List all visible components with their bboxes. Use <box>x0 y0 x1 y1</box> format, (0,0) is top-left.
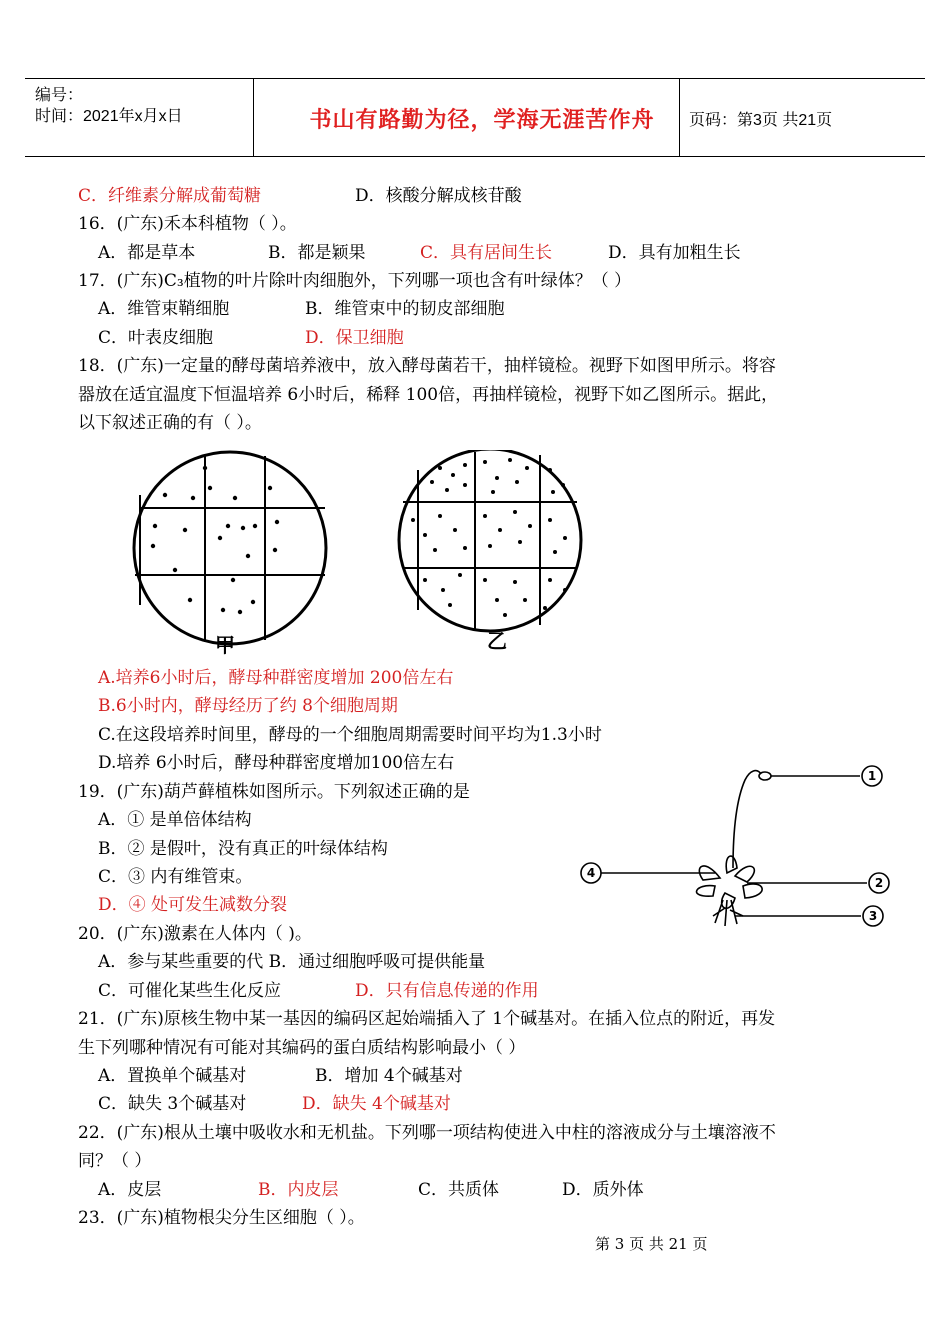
field-yi <box>399 450 581 631</box>
figure-label-jia: 甲 <box>215 633 235 657</box>
option-text: A．维管束鞘细胞 <box>98 299 230 319</box>
option-text: B．都是颖果 <box>268 243 366 263</box>
answer-option: B．内皮层 <box>258 1180 339 1200</box>
page-header <box>25 78 925 157</box>
time-label: 时间：2021年x月x日 <box>35 108 183 125</box>
figure-label-yi: 乙 <box>487 629 507 653</box>
answer-option: C．具有居间生长 <box>420 243 553 263</box>
option-text: A．① 是单倍体结构 <box>98 810 252 830</box>
option-text: A．置换单个碱基对 <box>98 1066 247 1086</box>
question-23: 23．(广东)植物根尖分生区细胞（ ）。 <box>78 1208 365 1228</box>
label-2: 2 <box>874 876 884 890</box>
option-text: C.在这段培养时间里，酵母的一个细胞周期需要时间平均为1.3小时 <box>98 725 602 745</box>
option-text: C．③ 内有维管束。 <box>98 867 253 887</box>
option-text: C．纤维素分解成葡萄糖 <box>78 186 262 206</box>
answer-option: B.6小时内，酵母经历了约 8个细胞周期 <box>98 696 398 716</box>
serial-label: 编号： <box>35 87 84 104</box>
header-divider <box>679 79 680 156</box>
answer-option: D．只有信息传递的作用 <box>355 981 539 1001</box>
header-meta <box>35 85 183 127</box>
option-text: C．缺失 3个碱基对 <box>98 1094 247 1114</box>
answer-option: D．④ 处可发生减数分裂 <box>98 895 288 915</box>
label-3: 3 <box>868 909 878 923</box>
answer-option: D．缺失 4个碱基对 <box>302 1094 451 1114</box>
option-text: D.培养 6小时后，酵母种群密度增加100倍左右 <box>98 753 455 773</box>
yeast-field-figure <box>125 450 595 660</box>
option-text: D．具有加粗生长 <box>608 243 741 263</box>
question-20: 20．(广东)激素在人体内（ )。 <box>78 924 312 944</box>
question-16: 16．(广东)禾本科植物（ ）。 <box>78 214 297 234</box>
question-19: 19．(广东)葫芦藓植株如图所示。下列叙述正确的是 <box>78 782 470 802</box>
question-22: 22．(广东)根从土壤中吸收水和无机盐。下列哪一项结构使进入中柱的溶液成分与土壤溶液不 <box>78 1123 776 1143</box>
option-text: A．都是草本 <box>98 243 196 263</box>
option-text: B．增加 4个碱基对 <box>315 1066 463 1086</box>
question-21: 生下列哪种情况有可能对其编码的蛋白质结构影响最小（ ） <box>78 1038 526 1058</box>
header-divider <box>253 79 254 156</box>
label-4: 4 <box>586 866 596 880</box>
question-18: 器放在适宜温度下恒温培养 6小时后，稀释 100倍，再抽样镜检，视野下如乙图所示。据此， <box>78 385 779 405</box>
field-jia <box>134 452 326 644</box>
question-18: 18．(广东)一定量的酵母菌培养液中，放入酵母菌若干，抽样镜检。视野下如图甲所示。将容 <box>78 356 776 376</box>
option-text: B．② 是假叶，没有真正的叶绿体结构 <box>98 839 388 859</box>
label-1: 1 <box>867 769 877 783</box>
page-footer: 第 3 页 共 21 页 <box>595 1235 708 1253</box>
header-page-info: 页码：第3页 共21页 <box>689 112 833 129</box>
answer-option: A.培养6小时后，酵母种群密度增加 200倍左右 <box>98 668 454 688</box>
question-17: 17．(广东)C₃植物的叶片除叶肉细胞外，下列哪一项也含有叶绿体？（ ） <box>78 271 632 291</box>
header-motto: 书山有路勤为径，学海无涯苦作舟 <box>309 107 655 133</box>
option-text: D．质外体 <box>562 1180 644 1200</box>
option-text: D．核酸分解成核苷酸 <box>355 186 522 206</box>
answer-option: D．保卫细胞 <box>305 328 404 348</box>
question-21: 21．(广东)原核生物中某一基因的编码区起始端插入了 1个碱基对。在插入位点的附近，再发 <box>78 1009 776 1029</box>
option-text: A．参与某些重要的代 B．通过细胞呼吸可提供能量 <box>98 952 486 972</box>
option-text: A．皮层 <box>98 1180 162 1200</box>
question-18: 以下叙述正确的有（ ）。 <box>78 413 262 433</box>
question-22: 同？（ ） <box>78 1151 152 1171</box>
option-text: C．叶表皮细胞 <box>98 328 214 348</box>
option-text: C．共质体 <box>418 1180 500 1200</box>
moss-plant-figure <box>575 758 895 933</box>
option-text: B．维管束中的韧皮部细胞 <box>305 299 505 319</box>
option-text: C．可催化某些生化反应 <box>98 981 282 1001</box>
